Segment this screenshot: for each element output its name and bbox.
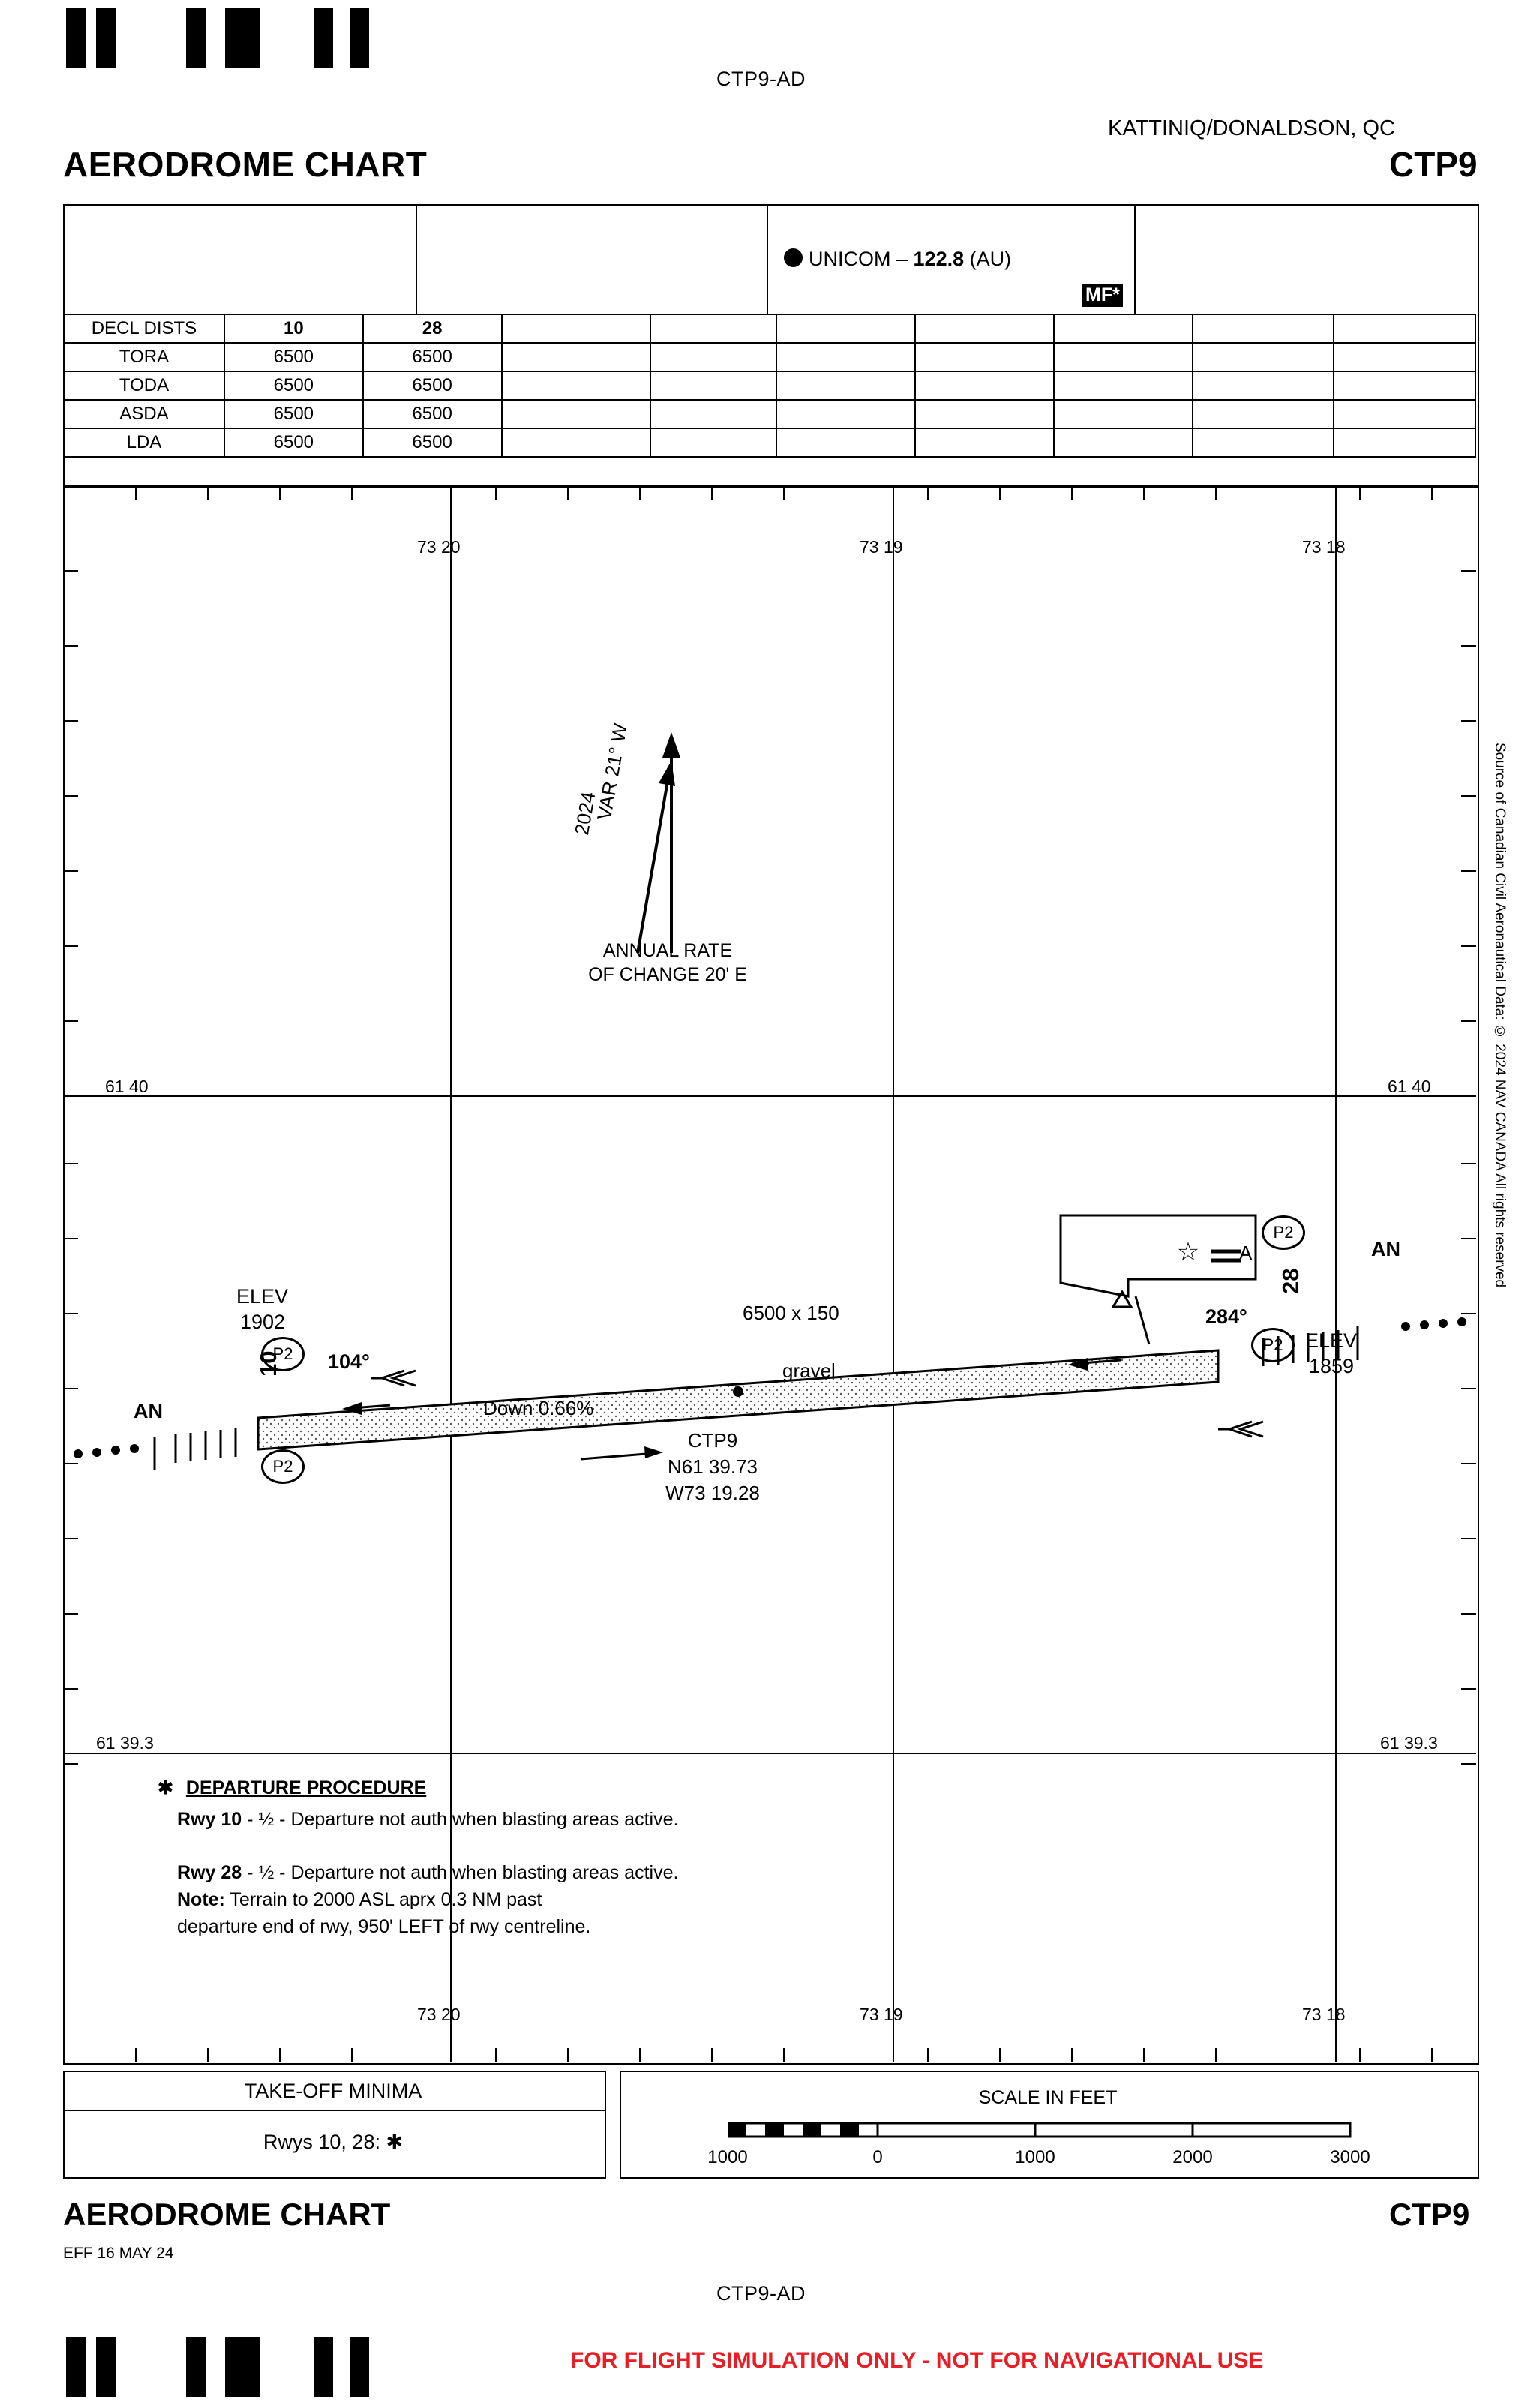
lon-label-73-18-bottom: 73 18 — [1302, 2005, 1346, 2024]
empty-cell — [1193, 371, 1334, 400]
footer-chart-id: CTP9 — [1389, 2197, 1470, 2232]
panel-divider — [767, 204, 768, 314]
empty-cell — [1054, 371, 1193, 400]
scale-label-1000-right: 1000 — [1015, 2147, 1055, 2167]
parallel-61-40 — [63, 1095, 1476, 1097]
lda-10: 6500 — [224, 428, 363, 457]
empty-cell — [1193, 428, 1334, 457]
top-bar-mark — [225, 8, 260, 68]
table-row — [64, 371, 1475, 400]
arp-name: CTP9 — [687, 1429, 738, 1452]
empty-cell — [776, 371, 915, 400]
elev-west-value: 1902 — [240, 1311, 286, 1333]
p2-label: P2 — [1273, 1223, 1294, 1242]
variation-year-value: 2024 — [570, 790, 600, 837]
mf-badge: MF* — [1082, 284, 1123, 307]
annual-rate-line2: OF CHANGE 20' E — [588, 964, 747, 985]
panel-divider — [1134, 204, 1136, 314]
top-bar-mark — [66, 8, 86, 68]
empty-cell — [1054, 314, 1193, 343]
table-row — [64, 400, 1475, 428]
unicom-info — [784, 248, 1011, 271]
tora-10: 6500 — [224, 343, 363, 371]
lon-label-73-20-bottom: 73 20 — [417, 2005, 461, 2024]
empty-cell — [915, 400, 1054, 428]
departure-line-rwy28 — [177, 1859, 1133, 1886]
aerodrome-name: KATTINIQ/DONALDSON, QC — [1108, 116, 1395, 140]
variation-diagram — [555, 728, 780, 968]
departure-procedure-block — [158, 1774, 1133, 1940]
lda-28: 6500 — [363, 428, 502, 457]
svg-text:☆: ☆ — [1176, 1238, 1200, 1266]
empty-cell — [650, 371, 776, 400]
empty-cell — [1334, 428, 1475, 457]
p2-marker — [261, 1449, 305, 1484]
bottom-bar-mark — [314, 2337, 333, 2397]
unicom-frequency: 122.8 — [913, 248, 965, 270]
bearing-rwy28: 284° — [1205, 1305, 1247, 1328]
empty-cell — [915, 428, 1054, 457]
p2-marker — [1262, 1215, 1305, 1250]
page-title: AERODROME CHART — [63, 145, 428, 184]
toda-28: 6500 — [363, 371, 502, 400]
departure-note-line1: Terrain to 2000 ASL aprx 0.3 NM past — [224, 1888, 542, 1910]
lat-label-61-40-right: 61 40 — [1388, 1077, 1431, 1096]
bottom-bar-mark — [186, 2337, 206, 2397]
row-label-tora: TORA — [64, 343, 224, 371]
scale-title: SCALE IN FEET — [978, 2087, 1118, 2108]
scale-bar — [728, 2119, 1388, 2144]
bottom-bar-mark — [350, 2337, 369, 2397]
empty-cell — [776, 314, 915, 343]
lat-label-61-40-left: 61 40 — [105, 1077, 149, 1096]
departure-star-icon: ✱ — [158, 1777, 173, 1798]
scale-label-1000-left: 1000 — [707, 2147, 748, 2167]
empty-cell — [502, 343, 650, 371]
empty-cell — [502, 314, 650, 343]
asda-28: 6500 — [363, 400, 502, 428]
decl-dists-header: DECL DISTS — [64, 314, 224, 343]
top-bar-mark — [314, 8, 333, 68]
annual-rate-line1: ANNUAL RATE — [602, 940, 733, 961]
empty-cell — [776, 400, 915, 428]
bottom-bar-mark — [66, 2337, 86, 2397]
top-bar-mark — [96, 8, 116, 68]
empty-cell — [1334, 343, 1475, 371]
empty-cell — [776, 343, 915, 371]
departure-note-label: Note: — [177, 1888, 225, 1910]
p2-marker — [1251, 1328, 1295, 1362]
departure-rwy10-label: Rwy 10 — [177, 1809, 242, 1831]
empty-cell — [650, 314, 776, 343]
tora-28: 6500 — [363, 343, 502, 371]
departure-note — [177, 1886, 1133, 1913]
rwy-header-28: 28 — [363, 314, 502, 343]
bottom-bar-mark — [96, 2337, 116, 2397]
lat-label-61-39-3-left: 61 39.3 — [96, 1733, 154, 1753]
apron-marker-a: A — [1239, 1242, 1253, 1264]
table-row — [64, 343, 1475, 371]
takeoff-minima-divider — [63, 2110, 605, 2111]
arp-longitude: W73 19.28 — [665, 1482, 760, 1504]
p2-label: P2 — [272, 1344, 293, 1363]
p2-marker — [261, 1337, 305, 1371]
table-row — [64, 314, 1475, 343]
departure-rwy28-text: - ½ - Departure not auth when blasting areas active. — [242, 1861, 679, 1883]
approach-label-east: AN — [1371, 1238, 1400, 1260]
empty-cell — [1054, 343, 1193, 371]
rwy-header-10: 10 — [224, 314, 363, 343]
empty-cell — [502, 400, 650, 428]
runway-designator-10: 10 — [255, 1350, 281, 1377]
empty-cell — [1054, 400, 1193, 428]
elev-west-label: ELEV — [236, 1285, 289, 1308]
asda-10: 6500 — [224, 400, 363, 428]
chart-identifier: CTP9 — [1389, 145, 1478, 184]
toda-10: 6500 — [224, 371, 363, 400]
empty-cell — [1193, 343, 1334, 371]
departure-line-rwy10 — [177, 1806, 1133, 1833]
elev-east-label: ELEV — [1305, 1329, 1358, 1352]
empty-cell — [502, 428, 650, 457]
effective-date: EFF 16 MAY 24 — [63, 2245, 174, 2262]
top-bar-mark — [186, 8, 206, 68]
lon-label-73-19-bottom: 73 19 — [860, 2005, 903, 2024]
lon-label-73-20-top: 73 20 — [417, 537, 461, 557]
top-chart-code: CTP9-AD — [716, 68, 806, 90]
empty-cell — [1334, 314, 1475, 343]
top-bar-mark — [350, 8, 369, 68]
scale-label-3000: 3000 — [1330, 2147, 1370, 2167]
departure-heading: DEPARTURE PROCEDURE — [185, 1777, 427, 1798]
variation-value: VAR 21° W — [593, 722, 632, 822]
empty-cell — [1054, 428, 1193, 457]
footer-title: AERODROME CHART — [63, 2197, 391, 2232]
lon-label-73-19-top: 73 19 — [860, 537, 903, 557]
empty-cell — [915, 343, 1054, 371]
empty-cell — [1193, 314, 1334, 343]
source-note: Source of Canadian Civil Aeronautical Data: © 2024 NAV CANADA All rights reserved — [1492, 743, 1508, 1288]
p2-label: P2 — [272, 1457, 293, 1476]
empty-cell — [1334, 400, 1475, 428]
row-label-lda: LDA — [64, 428, 224, 457]
empty-cell — [915, 314, 1054, 343]
decl-dists-table — [63, 314, 1476, 458]
bottom-bar-mark — [225, 2337, 260, 2397]
p2-label: P2 — [1262, 1335, 1283, 1354]
lat-label-61-39-3-right: 61 39.3 — [1380, 1733, 1438, 1753]
scale-label-0: 0 — [872, 2147, 883, 2167]
unicom-suffix: (AU) — [969, 248, 1012, 270]
takeoff-minima-title: TAKE-OFF MINIMA — [244, 2080, 422, 2102]
row-label-toda: TODA — [64, 371, 224, 400]
runway-designator-28: 28 — [1277, 1268, 1304, 1294]
runway-surface: gravel — [782, 1359, 836, 1382]
empty-cell — [502, 371, 650, 400]
empty-cell — [1193, 400, 1334, 428]
scale-label-2000: 2000 — [1172, 2147, 1213, 2167]
empty-cell — [650, 428, 776, 457]
approach-label-west: AN — [134, 1400, 163, 1422]
empty-cell — [1334, 371, 1475, 400]
unicom-label: UNICOM – — [809, 248, 908, 270]
empty-cell — [650, 343, 776, 371]
lon-label-73-18-top: 73 18 — [1302, 537, 1346, 557]
unicom-dot-icon — [784, 248, 803, 267]
parallel-61-39-3 — [63, 1753, 1476, 1754]
bearing-rwy10: 104° — [328, 1350, 370, 1373]
takeoff-minima-value: Rwys 10, 28: ✱ — [263, 2131, 404, 2153]
empty-cell — [915, 371, 1054, 400]
simulation-warning: FOR FLIGHT SIMULATION ONLY - NOT FOR NAVIGATIONAL USE — [570, 2348, 1264, 2373]
departure-rwy28-label: Rwy 28 — [177, 1861, 242, 1883]
arp-latitude: N61 39.73 — [668, 1455, 758, 1478]
panel-divider — [416, 204, 417, 314]
empty-cell — [776, 428, 915, 457]
bottom-chart-code: CTP9-AD — [716, 2282, 806, 2305]
departure-heading-row — [158, 1774, 1133, 1801]
elev-east-value: 1859 — [1309, 1355, 1355, 1377]
table-row — [64, 428, 1475, 457]
departure-rwy10-text: - ½ - Departure not auth when blasting areas active. — [242, 1809, 679, 1831]
departure-note-line2: departure end of rwy, 950' LEFT of rwy centreline. — [177, 1916, 591, 1937]
runway-dimensions: 6500 x 150 — [743, 1302, 839, 1324]
empty-cell — [650, 400, 776, 428]
row-label-asda: ASDA — [64, 400, 224, 428]
runway-slope: Down 0.66% — [483, 1397, 594, 1419]
